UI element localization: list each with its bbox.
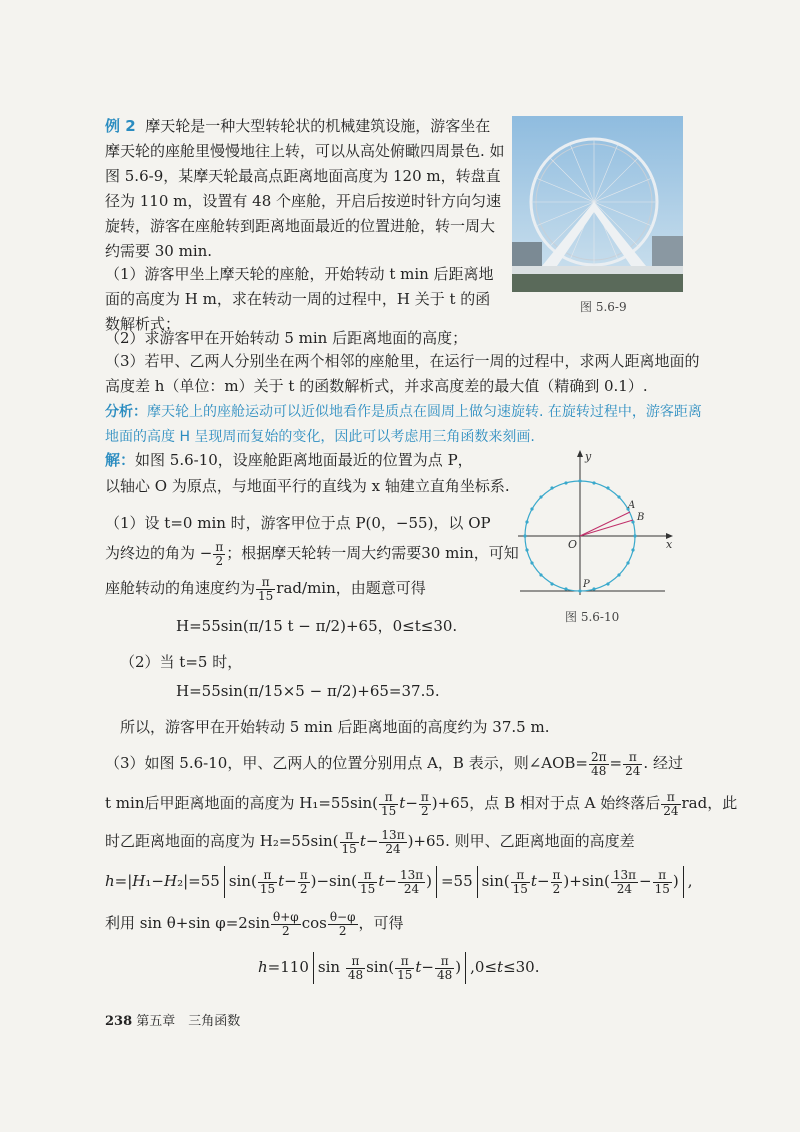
- part-3-text-a: （3）如图 5.6-10，甲、乙两人的位置分别用点 A，B 表示，则∠AOB=: [105, 754, 589, 772]
- final-formula: h=110 sin $\frac{\pi}{48}$ sin( $\frac{\pi}{15}$ t− $\frac{\pi}{48}$ ) ,0≤t≤30.: [258, 948, 540, 986]
- part-3-line-2: t min后甲距离地面的高度为 H₁=55sin( $\frac{\pi}{15}$ t− $\frac{\pi}{2}$ )+65，点 B 相对于点 A 始终落后 $\frac{\pi}{24}$ rad，此: [105, 789, 738, 818]
- coordinate-figure: [510, 450, 680, 600]
- part-3-text-e: rad，此: [681, 794, 738, 812]
- part-3-text-d: )+65，点 B 相对于点 A 始终落后: [431, 794, 661, 812]
- solution-line-3: （1）设 t=0 min 时，游客甲位于点 P(0，−55)，以 OP: [105, 514, 491, 532]
- ferris-wheel-photo: [512, 116, 683, 292]
- identity-text-a: 利用 sin θ+sin φ=2sin: [105, 914, 270, 932]
- analysis: [105, 400, 715, 450]
- fraction-pi-2: $\frac{\pi}{2}$: [215, 539, 224, 568]
- page-footer: [105, 1010, 240, 1029]
- solution-text-4a: 为终边的角为 −: [105, 544, 213, 562]
- svg-text:O: O: [568, 538, 578, 551]
- solution-text-4b: ；根据摩天轮转一周大约需要30 min，可知: [226, 544, 519, 562]
- part-3-line-3: 时乙距离地面的高度为 H₂=55sin( $\frac{\pi}{15}$ t− $\frac{13\pi}{24}$ )+65. 则甲、乙距离地面的高度差: [105, 827, 635, 856]
- page-number: 238: [105, 1014, 133, 1029]
- example-intro-text: 摩天轮是一种大型转轮状的机械建筑设施，游客坐在摩天轮的座舱里慢慢地往上转，可以从高处俯瞰四周景色. 如图 5.6-9，某摩天轮最高点距离地面高度为 120 m，转盘直径为 110 m，设置有 48 个座舱，开启后按逆时针方向匀速旋转，游客在座舱转到距离地面最近的位置进舱，转一周大约需要 30 min.: [105, 117, 505, 260]
- sum-to-product-line: 利用 sin θ+sin φ=2sin $\frac{\theta+\varphi}{2}$ cos $\frac{\theta-\varphi}{2}$ ，可得: [105, 909, 404, 938]
- height-difference-formula: h=|H₁−H₂|=55 sin( $\frac{\pi}{15}$ t− $\frac{\pi}{2}$ )−sin( $\frac{\pi}{15}$ t− $\frac{13\pi}{24}$ ) =55 sin( $\frac{\pi}{15}$ t− $\frac{\pi}{2}$ )+sin( $\frac{13\pi}{24}$ − $\frac{\pi}{15}$ ) ,: [105, 862, 693, 900]
- solution-line-2: 以轴心 O 为原点，与地面平行的直线为 x 轴建立直角坐标系.: [105, 477, 510, 495]
- identity-text-c: ，可得: [358, 914, 404, 932]
- svg-text:y: y: [585, 450, 592, 463]
- svg-text:P: P: [583, 579, 590, 590]
- question-2: （2）求游客甲在开始转动 5 min 后距离地面的高度；: [105, 329, 468, 347]
- svg-text:x: x: [666, 538, 673, 551]
- solution-text-5b: rad/min，由题意可得: [276, 579, 426, 597]
- question-3: （3）若甲、乙两人分别坐在两个相邻的座舱里，在运行一周的过程中，求两人距离地面的高度差 h（单位：m）关于 t 的函数解析式，并求高度差的最大值（精确到 0.1）.: [105, 352, 700, 395]
- solution-text-5a: 座舱转动的角速度约为: [105, 579, 256, 597]
- example-tag: 例 2: [105, 117, 136, 135]
- fraction-pi-24: $\frac{\pi}{24}$: [625, 749, 641, 778]
- analysis-text: 摩天轮上的座舱运动可以近似地看作是质点在圆周上做匀速旋转. 在旋转过程中，游客距离地面的高度 H 呈现周而复始的变化，因此可以考虑用三角函数来刻画.: [105, 404, 702, 445]
- part-2-result: 所以，游客甲在开始转动 5 min 后距离地面的高度约为 37.5 m.: [120, 718, 550, 736]
- formula-2: H=55sin(π/15×5 − π/2)+65=37.5.: [176, 682, 440, 700]
- identity-text-b: cos: [301, 914, 327, 932]
- solution-line-1: [105, 447, 473, 473]
- figure-caption-1: 图 5.6-9: [580, 300, 627, 314]
- solution-line-4: [105, 535, 519, 571]
- part-3-text-g: )+65. 则甲、乙距离地面的高度差: [407, 832, 635, 850]
- fraction-pi-15: $\frac{\pi}{15}$: [258, 574, 274, 603]
- example-intro: [105, 114, 505, 264]
- fraction-2pi-48: $\frac{2\pi}{48}$: [591, 749, 607, 778]
- part-3-text-f: 时乙距离地面的高度为 H₂=55sin(: [105, 832, 339, 850]
- formula-1: H=55sin(π/15 t − π/2)+65，0≤t≤30.: [176, 617, 458, 635]
- solution-line-5: [105, 570, 426, 606]
- figure-caption-2: 图 5.6-10: [565, 610, 620, 624]
- part-2-line: （2）当 t=5 时，: [120, 653, 243, 671]
- question-1: （1）游客甲坐上摩天轮的座舱，开始转动 t min 后距离地面的高度为 H m，求在转动一周的过程中，H 关于 t 的函数解析式；: [105, 265, 494, 333]
- solution-tag: 解：: [105, 451, 136, 469]
- chapter-title: 第五章 三角函数: [136, 1014, 241, 1029]
- svg-text:A: A: [628, 500, 636, 511]
- part-3-text-c: t min后甲距离地面的高度为 H₁=55sin(: [105, 794, 379, 812]
- part-3-text-b: 经过: [652, 754, 683, 772]
- analysis-tag: 分析：: [105, 404, 147, 420]
- svg-text:B: B: [637, 512, 645, 523]
- part-3-line-1: （3）如图 5.6-10，甲、乙两人的位置分别用点 A，B 表示，则∠AOB= $\frac{2\pi}{48}$ = $\frac{\pi}{24}$ . 经过: [105, 749, 683, 778]
- solution-text-1: 如图 5.6-10，设座舱距离地面最近的位置为点 P，: [135, 451, 473, 469]
